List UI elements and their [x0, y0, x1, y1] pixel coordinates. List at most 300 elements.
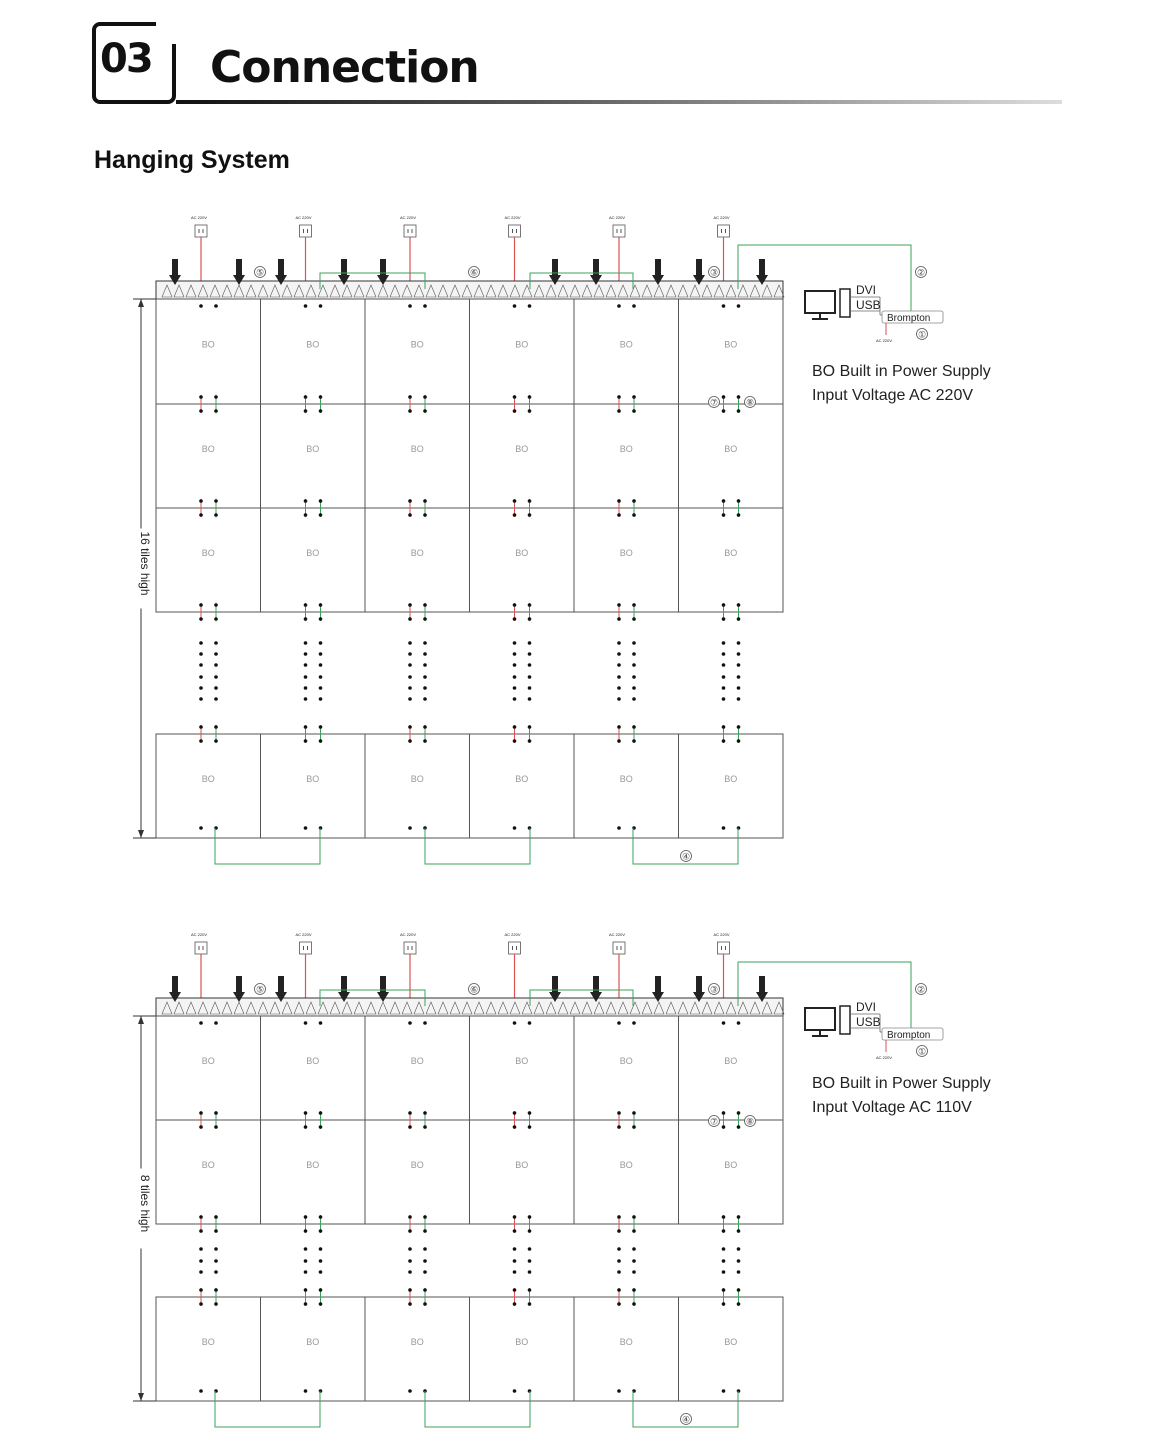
callout-number: ⑥: [469, 267, 479, 278]
connector-dot: [304, 725, 308, 729]
connector-dot: [632, 739, 636, 743]
connector-dot: [737, 603, 741, 607]
connector-dot: [632, 499, 636, 503]
hanging-hook-icon: [172, 976, 178, 994]
connector-dot: [408, 1021, 412, 1025]
connector-dot: [722, 1247, 726, 1251]
connector-dot: [617, 652, 621, 656]
connector-dot: [408, 304, 412, 308]
connector-dot: [737, 1270, 741, 1274]
connector-dot: [214, 1288, 218, 1292]
bo-panel: [679, 1297, 784, 1401]
panel-label: BO: [515, 1056, 529, 1066]
connector-dot: [722, 1259, 726, 1263]
connector-dot: [513, 1302, 517, 1306]
callout-number: ①: [917, 329, 927, 340]
hanging-hook-icon: [278, 259, 284, 277]
connector-dot: [319, 1259, 323, 1263]
connector-dot: [423, 675, 427, 679]
connector-dot: [722, 725, 726, 729]
connector-dot: [632, 663, 636, 667]
connector-dot: [513, 1288, 517, 1292]
panel-label: BO: [515, 444, 529, 454]
connector-dot: [214, 686, 218, 690]
socket-label: AC 220V: [191, 932, 208, 937]
connector-dot: [423, 1288, 427, 1292]
connector-dot: [722, 652, 726, 656]
panel-label: BO: [619, 1337, 633, 1347]
power-socket-icon: [404, 942, 416, 954]
connector-dot: [528, 641, 532, 645]
panel-label: BO: [410, 774, 424, 784]
bo-panel: [156, 1016, 261, 1120]
connector-dot: [214, 725, 218, 729]
connector-dot: [513, 409, 517, 413]
connector-dot: [632, 603, 636, 607]
connector-dot: [408, 1125, 412, 1129]
connector-dot: [304, 603, 308, 607]
connector-dot: [617, 725, 621, 729]
connector-dot: [408, 663, 412, 667]
connector-dot: [319, 304, 323, 308]
power-socket-icon: [613, 942, 625, 954]
connector-dot: [304, 1111, 308, 1115]
connector-dot: [513, 1247, 517, 1251]
connector-dot: [199, 1302, 203, 1306]
dimension-arrow: [138, 830, 144, 838]
callout-number: ①: [917, 1046, 927, 1057]
connector-dot: [632, 1247, 636, 1251]
diagram-2: [133, 932, 991, 1427]
connector-dot: [304, 513, 308, 517]
connector-dot: [304, 1288, 308, 1292]
connector-dot: [199, 675, 203, 679]
connector-dot: [304, 1215, 308, 1219]
connector-dot: [513, 499, 517, 503]
connector-dot: [408, 1215, 412, 1219]
connector-dot: [199, 641, 203, 645]
connector-dot: [737, 1111, 741, 1115]
panel-label: BO: [619, 1160, 633, 1170]
connector-dot: [304, 1247, 308, 1251]
bo-panel: [679, 1120, 784, 1224]
connector-dot: [617, 304, 621, 308]
page-title: Connection: [210, 42, 479, 93]
connector-dot: [319, 697, 323, 701]
connector-dot: [513, 304, 517, 308]
callout-⑧: [745, 1116, 756, 1127]
connector-dot: [617, 1302, 621, 1306]
connector-dot: [319, 499, 323, 503]
connector-dot: [214, 304, 218, 308]
panel-label: BO: [306, 548, 320, 558]
connector-dot: [319, 1111, 323, 1115]
connector-dot: [528, 395, 532, 399]
connector-dot: [304, 641, 308, 645]
panel-label: BO: [306, 444, 320, 454]
connector-dot: [199, 1125, 203, 1129]
connector-dot: [617, 603, 621, 607]
bo-panel: [470, 404, 575, 508]
connector-dot: [513, 675, 517, 679]
socket-label: AC 220V: [400, 932, 417, 937]
processor-label: Brompton: [887, 313, 931, 324]
connector-dot: [304, 1389, 308, 1393]
dvi-label: DVI: [856, 1000, 877, 1014]
power-socket-icon: [509, 942, 521, 954]
connector-dot: [304, 826, 308, 830]
hanging-hook-icon: [593, 976, 599, 994]
connector-dot: [319, 652, 323, 656]
connector-dot: [528, 1288, 532, 1292]
connector-dot: [319, 1302, 323, 1306]
bo-panel: [470, 1016, 575, 1120]
callout-number: ④: [681, 851, 691, 862]
bo-panel: [470, 734, 575, 838]
connector-dot: [528, 1021, 532, 1025]
connector-dot: [722, 675, 726, 679]
connector-dot: [528, 1259, 532, 1263]
connector-dot: [737, 675, 741, 679]
connector-dot: [513, 663, 517, 667]
connector-dot: [319, 1215, 323, 1219]
connector-dot: [304, 304, 308, 308]
connector-dot: [513, 641, 517, 645]
bo-panel: [470, 299, 575, 404]
connector-dot: [423, 603, 427, 607]
processor-power-label: AC 220V: [876, 1055, 893, 1060]
panel-label: BO: [306, 774, 320, 784]
socket-label: AC 220V: [713, 932, 730, 937]
connector-dot: [423, 304, 427, 308]
power-socket-icon: [195, 942, 207, 954]
connector-dot: [304, 739, 308, 743]
spec-line-1: BO Built in Power Supply: [812, 1075, 991, 1092]
panel-label: BO: [619, 339, 633, 350]
connector-dot: [319, 513, 323, 517]
connector-dot: [528, 1215, 532, 1219]
connector-dot: [722, 513, 726, 517]
connector-dot: [199, 1288, 203, 1292]
connector-dot: [513, 1259, 517, 1263]
connector-dot: [722, 663, 726, 667]
bo-panel: [365, 404, 470, 508]
callout-number: ⑧: [745, 397, 755, 408]
connector-dot: [423, 1111, 427, 1115]
socket-label: AC 220V: [504, 932, 521, 937]
bo-panel: [574, 734, 679, 838]
connector-dot: [423, 395, 427, 399]
connector-dot: [423, 499, 427, 503]
connector-dot: [617, 1021, 621, 1025]
connector-dot: [632, 1215, 636, 1219]
connector-dot: [737, 499, 741, 503]
connector-dot: [304, 499, 308, 503]
panel-label: BO: [619, 1056, 633, 1066]
connector-dot: [722, 641, 726, 645]
connector-dot: [423, 663, 427, 667]
connector-dot: [617, 395, 621, 399]
connector-dot: [737, 1247, 741, 1251]
connector-dot: [408, 603, 412, 607]
connector-dot: [632, 1229, 636, 1233]
connector-dot: [214, 739, 218, 743]
callout-number: ⑤: [255, 984, 265, 995]
connector-dot: [423, 686, 427, 690]
panel-label: BO: [201, 1056, 215, 1066]
connector-dot: [423, 641, 427, 645]
callout-number: ④: [681, 1414, 691, 1425]
connector-dot: [214, 1259, 218, 1263]
connector-dot: [408, 395, 412, 399]
bo-panel: [261, 404, 366, 508]
callout-③: [709, 267, 720, 278]
height-label: 8 tiles high: [138, 1174, 152, 1233]
connector-dot: [304, 395, 308, 399]
section-number: 03: [100, 36, 152, 82]
connector-dot: [304, 1259, 308, 1263]
bo-panel: [365, 1016, 470, 1120]
connector-dot: [513, 395, 517, 399]
connector-dot: [528, 652, 532, 656]
connector-dot: [423, 1270, 427, 1274]
connector-dot: [722, 617, 726, 621]
bo-panel: [470, 1120, 575, 1224]
connector-dot: [423, 697, 427, 701]
connector-dot: [513, 1111, 517, 1115]
bo-panel: [470, 508, 575, 612]
hanging-hook-icon: [380, 259, 386, 277]
dimension-arrow: [138, 1016, 144, 1024]
power-socket-icon: [718, 942, 730, 954]
callout-④: [681, 851, 692, 862]
section-subtitle: Hanging System: [94, 146, 290, 174]
connector-dot: [617, 1259, 621, 1263]
panel-label: BO: [515, 548, 529, 558]
connector-dot: [528, 663, 532, 667]
callout-number: ⑧: [745, 1116, 755, 1127]
connector-dot: [304, 617, 308, 621]
connector-dot: [632, 304, 636, 308]
hanging-beam: [156, 998, 783, 1016]
connector-dot: [722, 1302, 726, 1306]
connector-dot: [617, 697, 621, 701]
bo-panel: [261, 734, 366, 838]
connector-dot: [214, 1021, 218, 1025]
callout-⑦: [709, 1116, 720, 1127]
connector-dot: [408, 409, 412, 413]
connector-dot: [513, 697, 517, 701]
connector-dot: [199, 826, 203, 830]
connector-dot: [408, 1288, 412, 1292]
connector-dot: [528, 1111, 532, 1115]
connector-dot: [408, 1259, 412, 1263]
bo-panel: [574, 1016, 679, 1120]
panel-label: BO: [201, 774, 215, 784]
connector-dot: [528, 513, 532, 517]
hanging-hook-icon: [655, 976, 661, 994]
connector-dot: [737, 617, 741, 621]
connector-dot: [408, 641, 412, 645]
connector-dot: [513, 603, 517, 607]
connector-dot: [214, 1247, 218, 1251]
connector-dot: [199, 1247, 203, 1251]
connector-dot: [408, 499, 412, 503]
hanging-hook-icon: [593, 259, 599, 277]
connector-dot: [199, 739, 203, 743]
callout-③: [709, 984, 720, 995]
connector-dot: [423, 617, 427, 621]
connector-dot: [304, 652, 308, 656]
callout-⑦: [709, 397, 720, 408]
hanging-beam: [156, 281, 783, 299]
panel-label: BO: [201, 339, 215, 350]
callout-number: ⑦: [709, 1116, 719, 1127]
panel-label: BO: [619, 774, 633, 784]
connector-dot: [304, 686, 308, 690]
power-socket-icon: [718, 225, 730, 237]
connector-dot: [737, 1215, 741, 1219]
connector-dot: [408, 686, 412, 690]
connector-dot: [722, 409, 726, 413]
bo-panel: [261, 508, 366, 612]
spec-line-1: BO Built in Power Supply: [812, 363, 991, 380]
callout-⑥: [469, 267, 480, 278]
panel-label: BO: [724, 1160, 738, 1170]
connector-dot: [528, 499, 532, 503]
panel-label: BO: [201, 1160, 215, 1170]
connector-dot: [737, 652, 741, 656]
panel-label: BO: [410, 1056, 424, 1066]
connector-dot: [632, 513, 636, 517]
callout-⑥: [469, 984, 480, 995]
connector-dot: [319, 1270, 323, 1274]
connector-dot: [513, 1270, 517, 1274]
connector-dot: [632, 1021, 636, 1025]
connector-dot: [304, 675, 308, 679]
panel-label: BO: [724, 1337, 738, 1347]
connector-dot: [722, 1021, 726, 1025]
connector-dot: [319, 641, 323, 645]
connector-dot: [319, 686, 323, 690]
connector-dot: [199, 1259, 203, 1263]
connector-dot: [199, 617, 203, 621]
bo-panel: [156, 404, 261, 508]
connector-dot: [528, 697, 532, 701]
connector-dot: [632, 675, 636, 679]
connector-dot: [319, 1125, 323, 1129]
connector-dot: [199, 304, 203, 308]
connector-dot: [214, 603, 218, 607]
power-socket-icon: [195, 225, 207, 237]
bo-panel: [574, 299, 679, 404]
connector-dot: [617, 513, 621, 517]
hanging-hook-icon: [341, 976, 347, 994]
callout-number: ⑦: [709, 397, 719, 408]
panel-label: BO: [410, 548, 424, 558]
connector-dot: [737, 1302, 741, 1306]
connector-dot: [513, 652, 517, 656]
callout-②: [916, 267, 927, 278]
spec-line-2: Input Voltage AC 110V: [812, 1099, 972, 1116]
hanging-hook-icon: [236, 976, 242, 994]
connector-dot: [617, 641, 621, 645]
connector-dot: [632, 652, 636, 656]
connector-dot: [214, 409, 218, 413]
connector-dot: [199, 499, 203, 503]
panel-label: BO: [724, 774, 738, 784]
socket-label: AC 220V: [609, 215, 626, 220]
connector-dot: [214, 1270, 218, 1274]
hanging-hook-icon: [552, 976, 558, 994]
connector-dot: [214, 1229, 218, 1233]
callout-number: ②: [916, 984, 926, 995]
connector-dot: [737, 409, 741, 413]
bo-panel: [261, 1016, 366, 1120]
socket-label: AC 220V: [504, 215, 521, 220]
connector-dot: [617, 617, 621, 621]
hanging-hook-icon: [236, 259, 242, 277]
panel-label: BO: [201, 1337, 215, 1347]
panel-label: BO: [515, 774, 529, 784]
power-socket-icon: [613, 225, 625, 237]
connector-dot: [304, 1021, 308, 1025]
panel-label: BO: [410, 1337, 424, 1347]
bo-panel: [261, 1120, 366, 1224]
bo-panel: [156, 734, 261, 838]
bo-panel: [156, 1120, 261, 1224]
connector-dot: [199, 603, 203, 607]
connector-dot: [199, 725, 203, 729]
bo-panel: [574, 1120, 679, 1224]
connector-dot: [199, 686, 203, 690]
processor-label: Brompton: [887, 1030, 931, 1041]
callout-⑧: [745, 397, 756, 408]
panel-label: BO: [619, 548, 633, 558]
bo-panel: [156, 299, 261, 404]
connector-dot: [632, 409, 636, 413]
connector-dot: [528, 739, 532, 743]
connector-dot: [617, 1247, 621, 1251]
connector-dot: [214, 697, 218, 701]
hanging-hook-icon: [759, 259, 765, 277]
hanging-hook-icon: [655, 259, 661, 277]
connector-dot: [722, 304, 726, 308]
connector-dot: [423, 1259, 427, 1263]
panel-label: BO: [619, 444, 633, 454]
connector-dot: [737, 304, 741, 308]
bo-panel: [574, 404, 679, 508]
connector-dot: [632, 617, 636, 621]
callout-①: [917, 1046, 928, 1057]
connector-dot: [304, 663, 308, 667]
connector-dot: [423, 1215, 427, 1219]
connector-dot: [528, 603, 532, 607]
connector-dot: [722, 603, 726, 607]
socket-label: AC 220V: [295, 215, 312, 220]
connector-dot: [304, 1125, 308, 1129]
panel-label: BO: [724, 548, 738, 558]
connector-dot: [408, 1247, 412, 1251]
connector-dot: [199, 1021, 203, 1025]
connector-dot: [737, 697, 741, 701]
connector-dot: [319, 675, 323, 679]
connector-dot: [617, 739, 621, 743]
diagram-1: [133, 215, 991, 864]
connector-dot: [423, 1229, 427, 1233]
connector-dot: [722, 1288, 726, 1292]
connector-dot: [617, 663, 621, 667]
